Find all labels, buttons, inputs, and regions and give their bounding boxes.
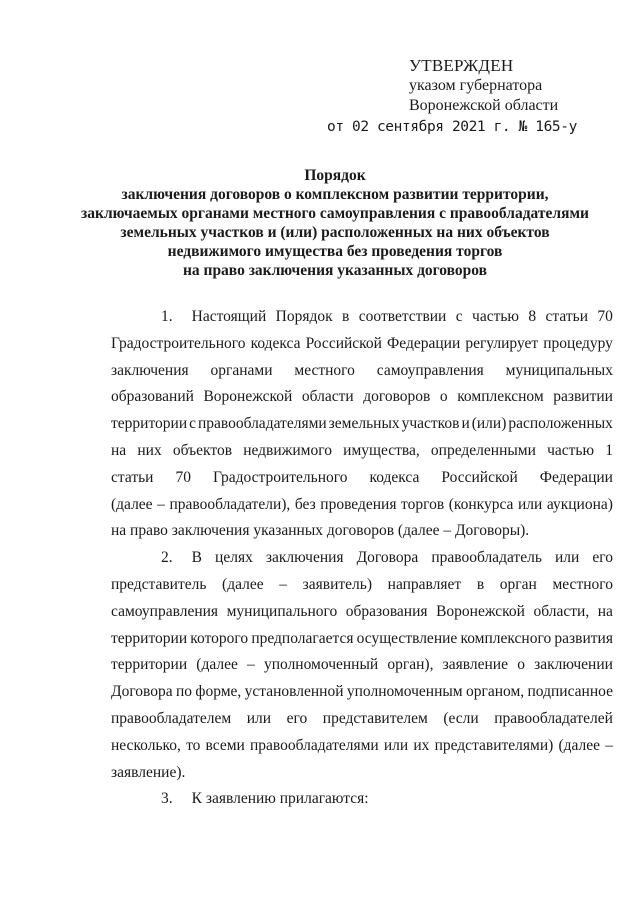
paragraph-3 [111,786,613,813]
word: 1 [605,441,613,459]
word: – [605,736,613,754]
word: – [279,575,287,593]
word: Воронежской [436,602,525,620]
word: и [461,415,470,433]
word: о [517,656,525,674]
word: заключения [111,361,189,379]
word: целях [215,549,253,567]
word: статьи [545,308,589,325]
text-line [111,786,613,813]
word: заявление [442,656,508,674]
word: (если [443,709,479,727]
word: комплексном [457,388,544,406]
word: представитель [111,575,207,593]
word: заключения [265,549,344,567]
word: органами [210,361,273,379]
word: самоуправления [376,361,484,379]
title-line: земельных участков и (или) расположенных на них объектов [120,224,550,241]
word: территории [111,415,188,433]
word: правообладателями [249,736,379,754]
word: на [597,602,613,620]
word: о [439,388,448,406]
word: всеми [205,736,245,754]
text-line [111,358,613,385]
word: самоуправления [111,602,219,620]
word: территории [111,656,188,674]
word: предполагается [251,629,354,647]
word: проведения [320,495,397,513]
word: правообладателем [111,709,232,727]
text-line [111,545,613,572]
word: его [286,709,308,727]
title-line: на право заключения указанных договоров [182,262,488,279]
word: расположенных [508,415,613,433]
word: форме, [195,683,242,701]
title-line: заключения договоров о комплексном развитии территории, [121,186,549,203]
word: К заявлению прилагаются: [191,790,369,808]
word: представителями) [434,736,554,754]
word: объектов [172,441,233,459]
word: заключении [534,656,613,674]
word: в [476,575,485,593]
word: правообладатель [431,549,542,567]
word: Федерации [387,334,461,352]
word: образования [345,602,428,620]
word: муниципального [226,602,338,620]
document-title [60,166,610,280]
approval-stamp [327,56,640,137]
word: заявитель) [302,575,373,593]
text-line [111,706,613,733]
word: по [176,683,193,701]
word: их [413,736,430,754]
word: на [111,441,127,459]
word: торгов [401,495,445,513]
word: без [294,495,316,513]
word: договоров [363,388,431,406]
word: или [517,495,543,513]
word: недвижимого [243,441,332,459]
approval-title: УТВЕРЖДЕН [409,56,514,75]
word: местного [294,361,355,379]
word: или [246,709,272,727]
word: земельных [328,415,400,433]
paragraph-2 [111,545,613,786]
text-line [111,599,613,626]
word: определенными [430,441,536,459]
paragraph-number: 1. [161,308,173,325]
paragraph-number: 3. [161,790,173,808]
word: В [191,549,202,567]
word: области [301,388,354,406]
word: частью [472,308,520,325]
word: – [157,495,165,513]
word: которого [190,629,249,647]
word: (далее [111,495,153,513]
text-line [111,331,613,358]
word: направляет [387,575,462,593]
word: правообладателей [494,709,613,727]
text-line [111,518,613,545]
word: (далее [196,656,238,674]
word: развитии [553,388,613,406]
word: то [186,736,201,754]
title-line: заключаемых органами местного самоуправления с правообладателями [81,205,589,222]
text-line [111,626,613,653]
word: (или) [471,415,507,433]
word: муниципальных [505,361,613,379]
text-line [111,438,613,465]
word: участков [401,415,460,433]
word: осуществление [356,629,458,647]
word: Градостроительного [212,468,348,486]
word: на право заключения указанных договоров (далее – Договоры). [111,522,530,540]
word: образований [111,388,194,406]
title-line: Порядок [304,167,366,184]
word: соответствии [358,308,447,325]
word: Порядок [275,308,333,325]
text-line [111,652,613,679]
word: установленной [244,683,344,701]
word: местного [552,575,613,593]
word: органом, [465,683,525,701]
word: с [455,308,463,325]
word: кодекса [250,334,301,352]
paragraph-1 [111,304,613,545]
text-line [111,304,613,331]
text-line [111,411,613,438]
word: заявление). [111,763,186,781]
word: (конкурса [448,495,514,513]
word: 8 [528,308,537,325]
word: Российской [441,468,518,486]
word: территории [111,629,188,647]
word: уполномоченным [346,683,463,701]
word: имущества, [343,441,420,459]
word: частью [547,441,595,459]
word: представителем [322,709,428,727]
text-line [111,572,613,599]
word: Федерации [539,468,613,486]
approval-date-line: от 02 сентября 2021 г. № 165-у [327,119,577,135]
word: или [383,736,409,754]
word: с [189,415,196,433]
word: (далее [222,575,264,593]
word: кодекса [369,468,420,486]
word: Воронежской [203,388,293,406]
word: 70 [597,308,613,325]
text-line [111,760,613,787]
text-line [111,679,613,706]
document-body [111,304,613,813]
paragraph-number: 2. [161,549,173,567]
approval-line-2: Воронежской области [409,97,559,114]
word: Настоящий [191,308,267,325]
word: правообладатели), [169,495,291,513]
title-line: недвижимого имущества без проведения торгов [167,243,503,260]
word: – [247,656,255,674]
text-line [111,465,613,492]
word: процедуру [543,334,613,352]
word: или [554,549,580,567]
word: Договора [111,683,173,701]
text-line [111,733,613,760]
word: Договора [356,549,419,567]
word: развития [554,629,613,647]
word: его [592,549,613,567]
text-line [111,492,613,519]
word: подписанное [527,683,613,701]
word: 70 [175,468,191,486]
word: них [137,441,162,459]
word: области, [533,602,590,620]
word: статьи [111,468,154,486]
word: (далее [558,736,601,754]
word: правообладателями [197,415,327,433]
word: Российской [305,334,382,352]
word: Градостроительного [111,334,246,352]
word: орган [499,575,537,593]
word: аукциона) [546,495,613,513]
word: уполномоченный [263,656,379,674]
word: регулирует [465,334,539,352]
approval-line-1: указом губернатора [409,77,543,94]
word: орган), [387,656,434,674]
word: комплексного [460,629,552,647]
text-line [111,384,613,411]
word: несколько, [111,736,181,754]
word: в [342,308,350,325]
